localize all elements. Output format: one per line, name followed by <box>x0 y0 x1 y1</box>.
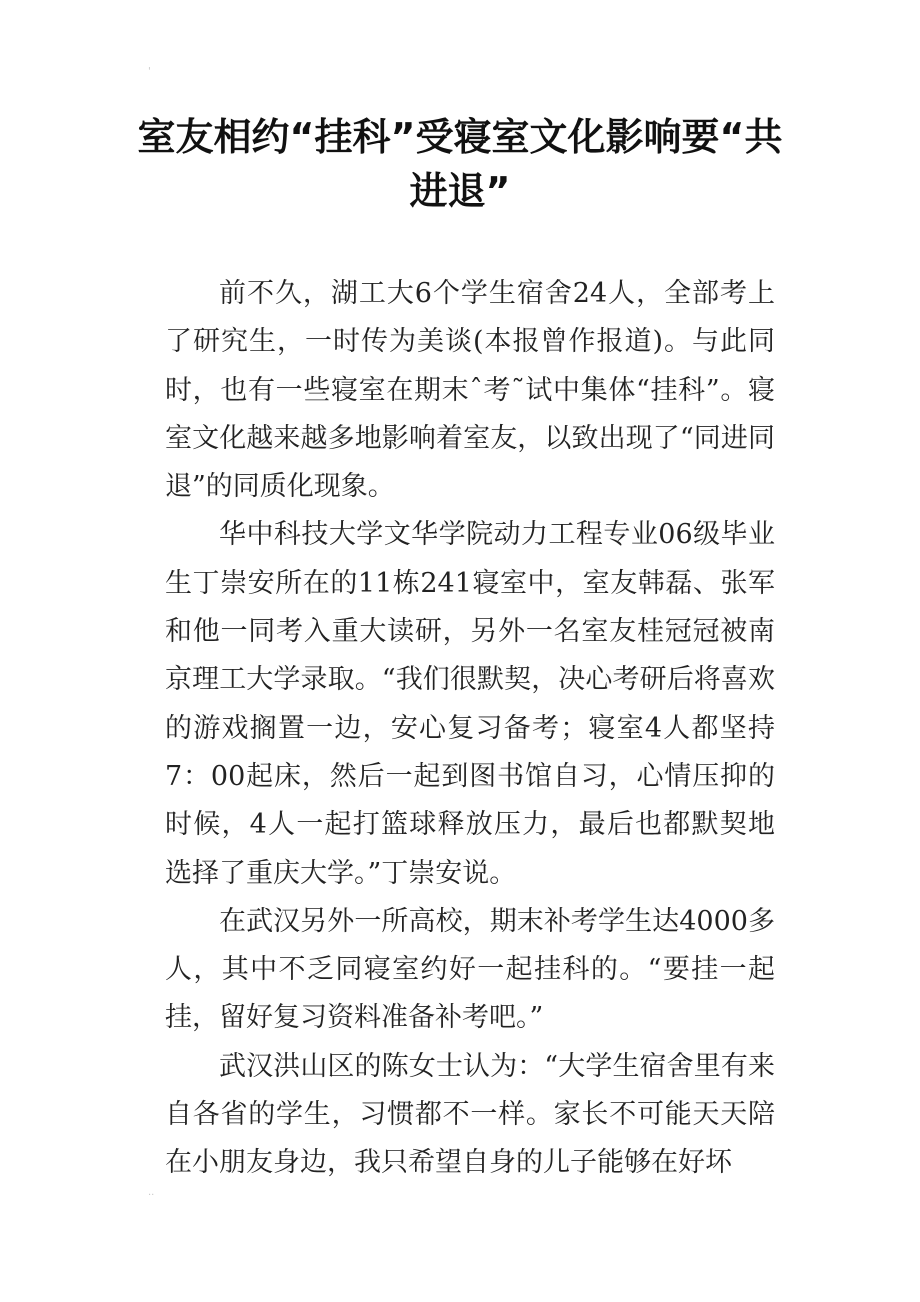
article-body <box>165 270 775 1188</box>
paragraph-3: 在武汉另外一所高校，期末补考学生达4000多人，其中不乏同寝室约好一起挂科的。“要挂一起挂，留好复习资料准备补考吧。” <box>165 905 775 1034</box>
page-title: 室友相约“挂科”受寝室文化影响要“共进退” <box>137 115 783 213</box>
paragraph-4: 武汉洪山区的陈女士认为：“大学生宿舍里有来自各省的学生，习惯都不一样。家长不可能天天陪在小朋友身边，我只希望自身的儿子能够在好坏 <box>165 1050 775 1179</box>
scan-mark-top: ' <box>148 66 151 77</box>
paragraph-2: 华中科技大学文华学院动力工程专业06级毕业生丁崇安所在的11栋241寝室中，室友韩磊、张军和他一同考入重大读研，另外一名室友桂冠冠被南京理工大学录取。“我们很默契，决心考研后将喜欢的游戏搁置一边，安心复习备考；寝室4人都坚持7：00起床，然后一起到图书馆自习，心情压抑的时候，4人一起打篮球释放压力，最后也都默契地选择了重庆大学。”丁崇安说。 <box>165 519 775 889</box>
scan-mark-bottom: ·· <box>148 1190 155 1201</box>
paragraph-1: 前不久，湖工大6个学生宿舍24人，全部考上了研究生，一时传为美谈(本报曾作报道)。与此同时，也有一些寝室在期末ˆ考˜试中集体“挂科”。寝室文化越来越多地影响着室友，以致出现了“同进同退”的同质化现象。 <box>165 278 775 503</box>
